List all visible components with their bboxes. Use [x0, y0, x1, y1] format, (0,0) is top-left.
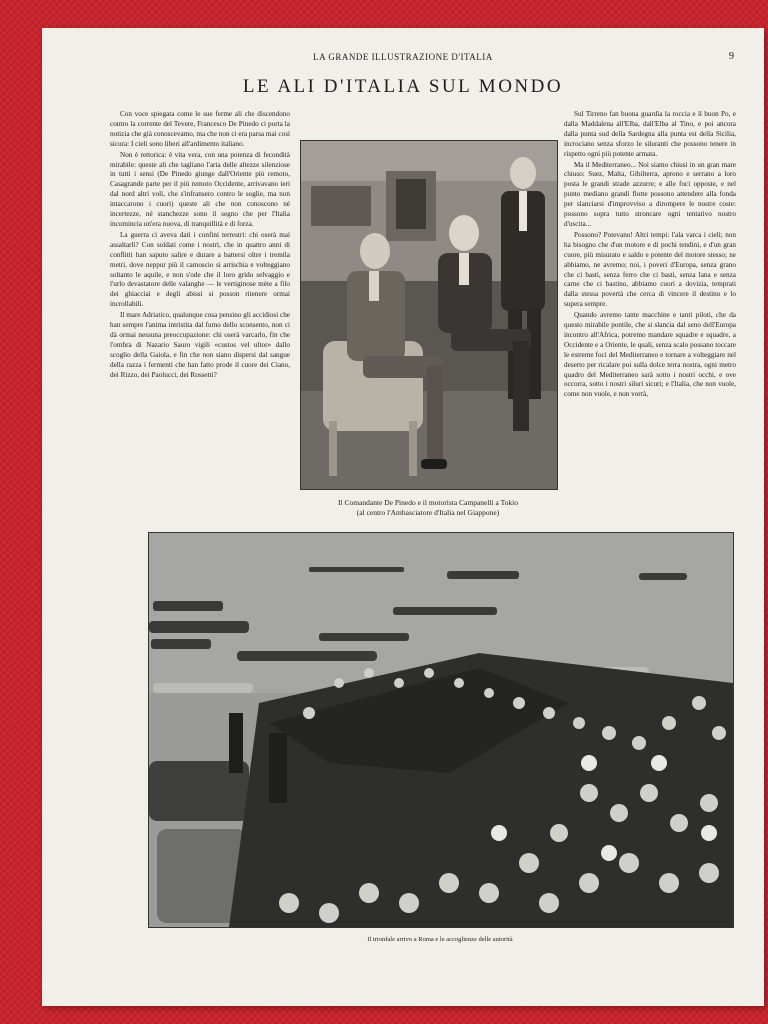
caption-line: Il Comandante De Pinedo e il motorista Campanelli a Tokio	[338, 498, 518, 507]
paragraph: Possono? Potevano! Altri tempi: l'ala varca i cieli; non ha bisogno che d'un motore e di pochi tendini, e d'un gran cuore, più misurato e saldo e potente del motore stesso; ne abbiamo, ne avremo; noi, i poveri d'Europa, senza grano che ci basti, senza ferro che ci basti, senza lana e senza carne che ci bastino, abbiamo cuori a dovizia, temprati dalla stessa povertà che cerca di vincere il destino e lo supera sempre.	[564, 230, 736, 309]
running-head: LA GRANDE ILLUSTRAZIONE D'ITALIA	[313, 52, 493, 62]
caption-line: (al centro l'Ambasciatore d'Italia nel Giappone)	[356, 508, 500, 517]
page-number: 9	[729, 51, 734, 62]
magazine-page	[42, 28, 764, 1006]
paragraph: Sul Tirreno fan buona guardia la roccia e il buon Po, e dalla Maddalena all'Elba, dall'Elba al Tino, e poi ancora dalla punta sud della Sardegna alla punta est della Sicilia, incrociano senza sforzo le siluranti che possono tenere in rispetto ogni più potente armata.	[564, 110, 736, 158]
paragraph: Ma il Mediterraneo... Noi siamo chiusi in un gran mare chiuso: Suez, Malta, Gibilterra, aprono e serrano a loro posta le grandi strade azzurre; e alle foci opposte, e nel punto mediano grandi flotte possono attendere alla fonda per slanciarsi d'improvviso a dirompere le nostre coste: possono sopra tutto stroncare ogni tentativo nostro d'uscita...	[564, 160, 736, 228]
photo-arrival-rome	[148, 532, 734, 928]
photo-bottom-caption: Il trionfale arrivo a Roma e le accoglienze delle autorità	[367, 936, 513, 943]
paragraph: Non è rettorica: è vita vera, con una potenza di fecondità mirabile: queste ali che tagliano l'aria delle altezze silenziose in tutti i sensi (De Pinedo giunge dall'Oriente più remoto, Casagrande parte per il più remoto Occidente, arrivavano ieri dal nord altri voli, che s'infransero contro le soglie, ma non intaccarono i cuori) queste ali che non conoscono né incertezze, né stanchezze sono il segno che per l'Italia incomincia un'era nuova, di tranquillità e di forza.	[110, 150, 290, 228]
article-title: LE ALI D'ITALIA SUL MONDO	[242, 76, 564, 97]
paragraph: La guerra ci aveva dati i confini terrestri: chi oserà mai assaltarli? Con soldati come i nostri, che in quattro anni di conflitti han saputo salire e durare a battersi oltre i tremila metri, dove neppur più il camoscio si arrischia e volteggiano soltanto le aquile, e non s'ode che il loro grido selvaggio e l'urlo devastatore delle valanghe — le vertiginose mète a filo dei ghiacciai e degli abissi si posson ritenere ormai incrollabili.	[110, 230, 290, 309]
photo-top-caption	[300, 498, 556, 518]
photo-de-pinedo-tokyo	[300, 140, 558, 490]
paragraph: Quando avremo tante macchine e tanti piloti, che da questo mirabile pontile, che si slancia dal seno dell'Europa incontro all'Africa, potremo mandare squadre e squadre, a Occidente e a Oriente, le quali, senza scalo possano toccare le estreme foci del Mediterraneo e tornare a volteggiare nel deserto per ricalare poi sulla dolce terra nostra, ogni metro quadro del Mediterraneo sarà sotto i nostri occhi, e ove occorra, sotto i nostri siluri sicuri; e l'Italia, che non vuole, come non vuole, e non vorrà,	[564, 311, 736, 399]
left-column	[110, 110, 290, 522]
paragraph: Il mare Adriatico, qualunque cosa pensino gli accidiosi che han sempre l'anima intristita dal fumo dello sconsento, non ci dà ormai nessuna preoccupazione: chi oserà varcarlo, fin che l'ombra di Nazario Sauro vigili «custos vel ultor» dallo scoglio della Gaiola, e fin che non siano dispersi dal sangue della razza i fermenti che han fatto prode il cuore dei Ciano, dei Rizzo, dei Paolucci, dei Rossetti?	[110, 311, 290, 379]
right-column	[564, 110, 736, 522]
paragraph: Con voce spiegata come le sue ferme ali che discendono contro la corrente del Tevere, Francesco De Pinedo ci porta la notizia che già conoscevamo, ma che non ci era parsa mai così sicura: I cieli sono liberi all'ardimento italiano.	[110, 110, 290, 148]
photo-illustration	[301, 141, 557, 489]
photo-illustration	[149, 533, 733, 927]
